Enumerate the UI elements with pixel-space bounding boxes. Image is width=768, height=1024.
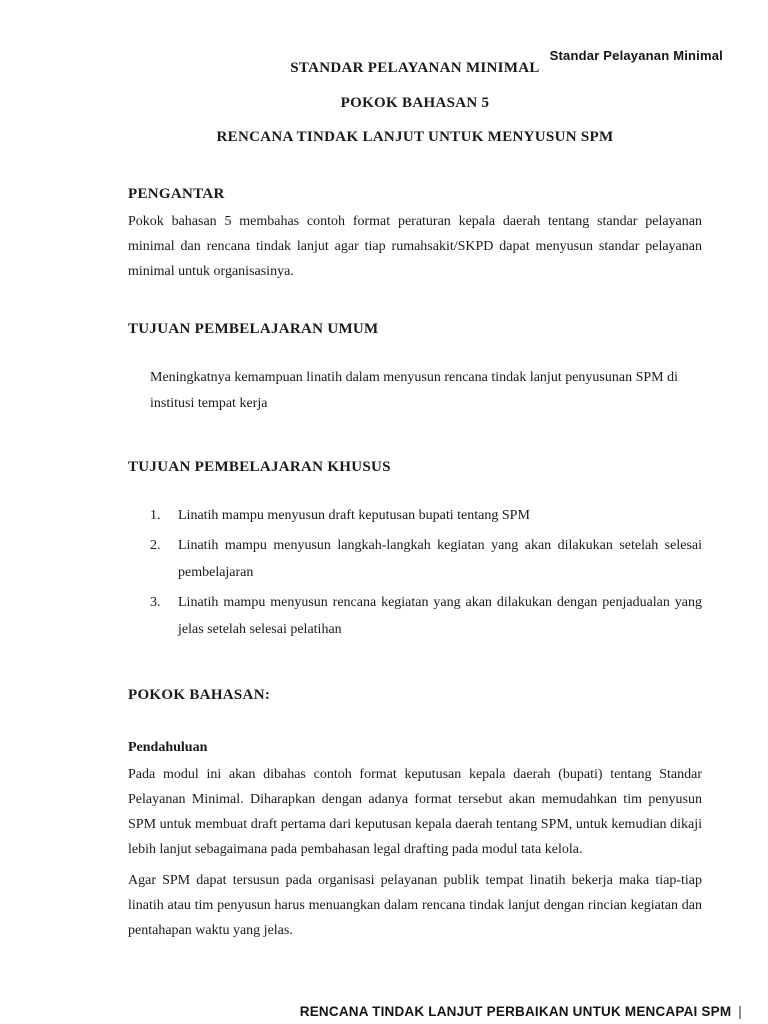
list-item-number: 3. [150,595,161,610]
list-item-number: 1. [150,508,161,523]
paragraph-tujuan-umum: Meningkatnya kemampuan linatih dalam menyusun rencana tindak lanjut penyusunan SPM di institusi tempat kerja [150,370,679,411]
section-heading-tujuan-khusus: TUJUAN PEMBELAJARAN KHUSUS [128,459,391,475]
running-header: Standar Pelayanan Minimal [549,48,723,63]
objectives-list [128,502,702,643]
list-item-number: 2. [150,538,161,553]
paragraph-pendahuluan-1: Pada modul ini akan dibahas contoh format keputusan kepala daerah (bupati) tentang Standar Pelayanan Minimal. Diharapkan dengan adanya format tersebut akan memudahkan tim penyusun SPM untuk membuat draft pertama dari keputusan kepala daerah tentang SPM, untuk kemudian dikaji lebih lanjut sebagaimana pada pembahasan legal drafting pada modul tata kelola. [128,767,702,857]
footer-separator: | [738,1004,742,1019]
list-item [150,589,702,643]
paragraph-pendahuluan-2: Agar SPM dapat tersusun pada organisasi pelayanan publik tempat linatih bekerja maka tiap-tiap linatih atau tim penyusun harus menuangkan dalam rencana tindak lanjut dengan rincian kegiatan dan pentahapan waktu yang jelas. [128,873,702,938]
section-tujuan-umum [128,321,702,417]
list-item [150,502,702,529]
list-item [150,532,702,586]
section-heading-pokok-bahasan: POKOK BAHASAN: [128,687,271,703]
section-heading-tujuan-umum: TUJUAN PEMBELAJARAN UMUM [128,321,379,337]
subsection-heading-pendahuluan: Pendahuluan [128,740,208,755]
list-item-text: Linatih mampu menyusun langkah-langkah kegiatan yang akan dilakukan setelah selesai pembelajaran [178,538,702,580]
list-item-text: Linatih mampu menyusun draft keputusan bupati tentang SPM [178,508,530,523]
section-pokok-bahasan [128,687,702,943]
footer-title: RENCANA TINDAK LANJUT PERBAIKAN UNTUK MENCAPAI SPM [299,1004,732,1019]
section-tujuan-khusus [128,459,702,643]
document-content [128,60,702,943]
page-footer [300,1004,742,1019]
chapter-heading: POKOK BAHASAN 5 [340,95,490,111]
document-title: STANDAR PELAYANAN MINIMAL [290,60,540,76]
section-pengantar [128,186,702,284]
list-item-text: Linatih mampu menyusun rencana kegiatan yang akan dilakukan dengan penjadualan yang jelas setelah selesai pelatihan [178,595,702,637]
chapter-subtitle: RENCANA TINDAK LANJUT UNTUK MENYUSUN SPM [216,129,614,145]
section-heading-pengantar: PENGANTAR [128,186,225,202]
paragraph-pengantar: Pokok bahasan 5 membahas contoh format peraturan kepala daerah tentang standar pelayanan minimal dan rencana tindak lanjut agar tiap rumahsakit/SKPD dapat menyusun standar pelayanan minimal untuk organisasinya. [128,214,702,279]
